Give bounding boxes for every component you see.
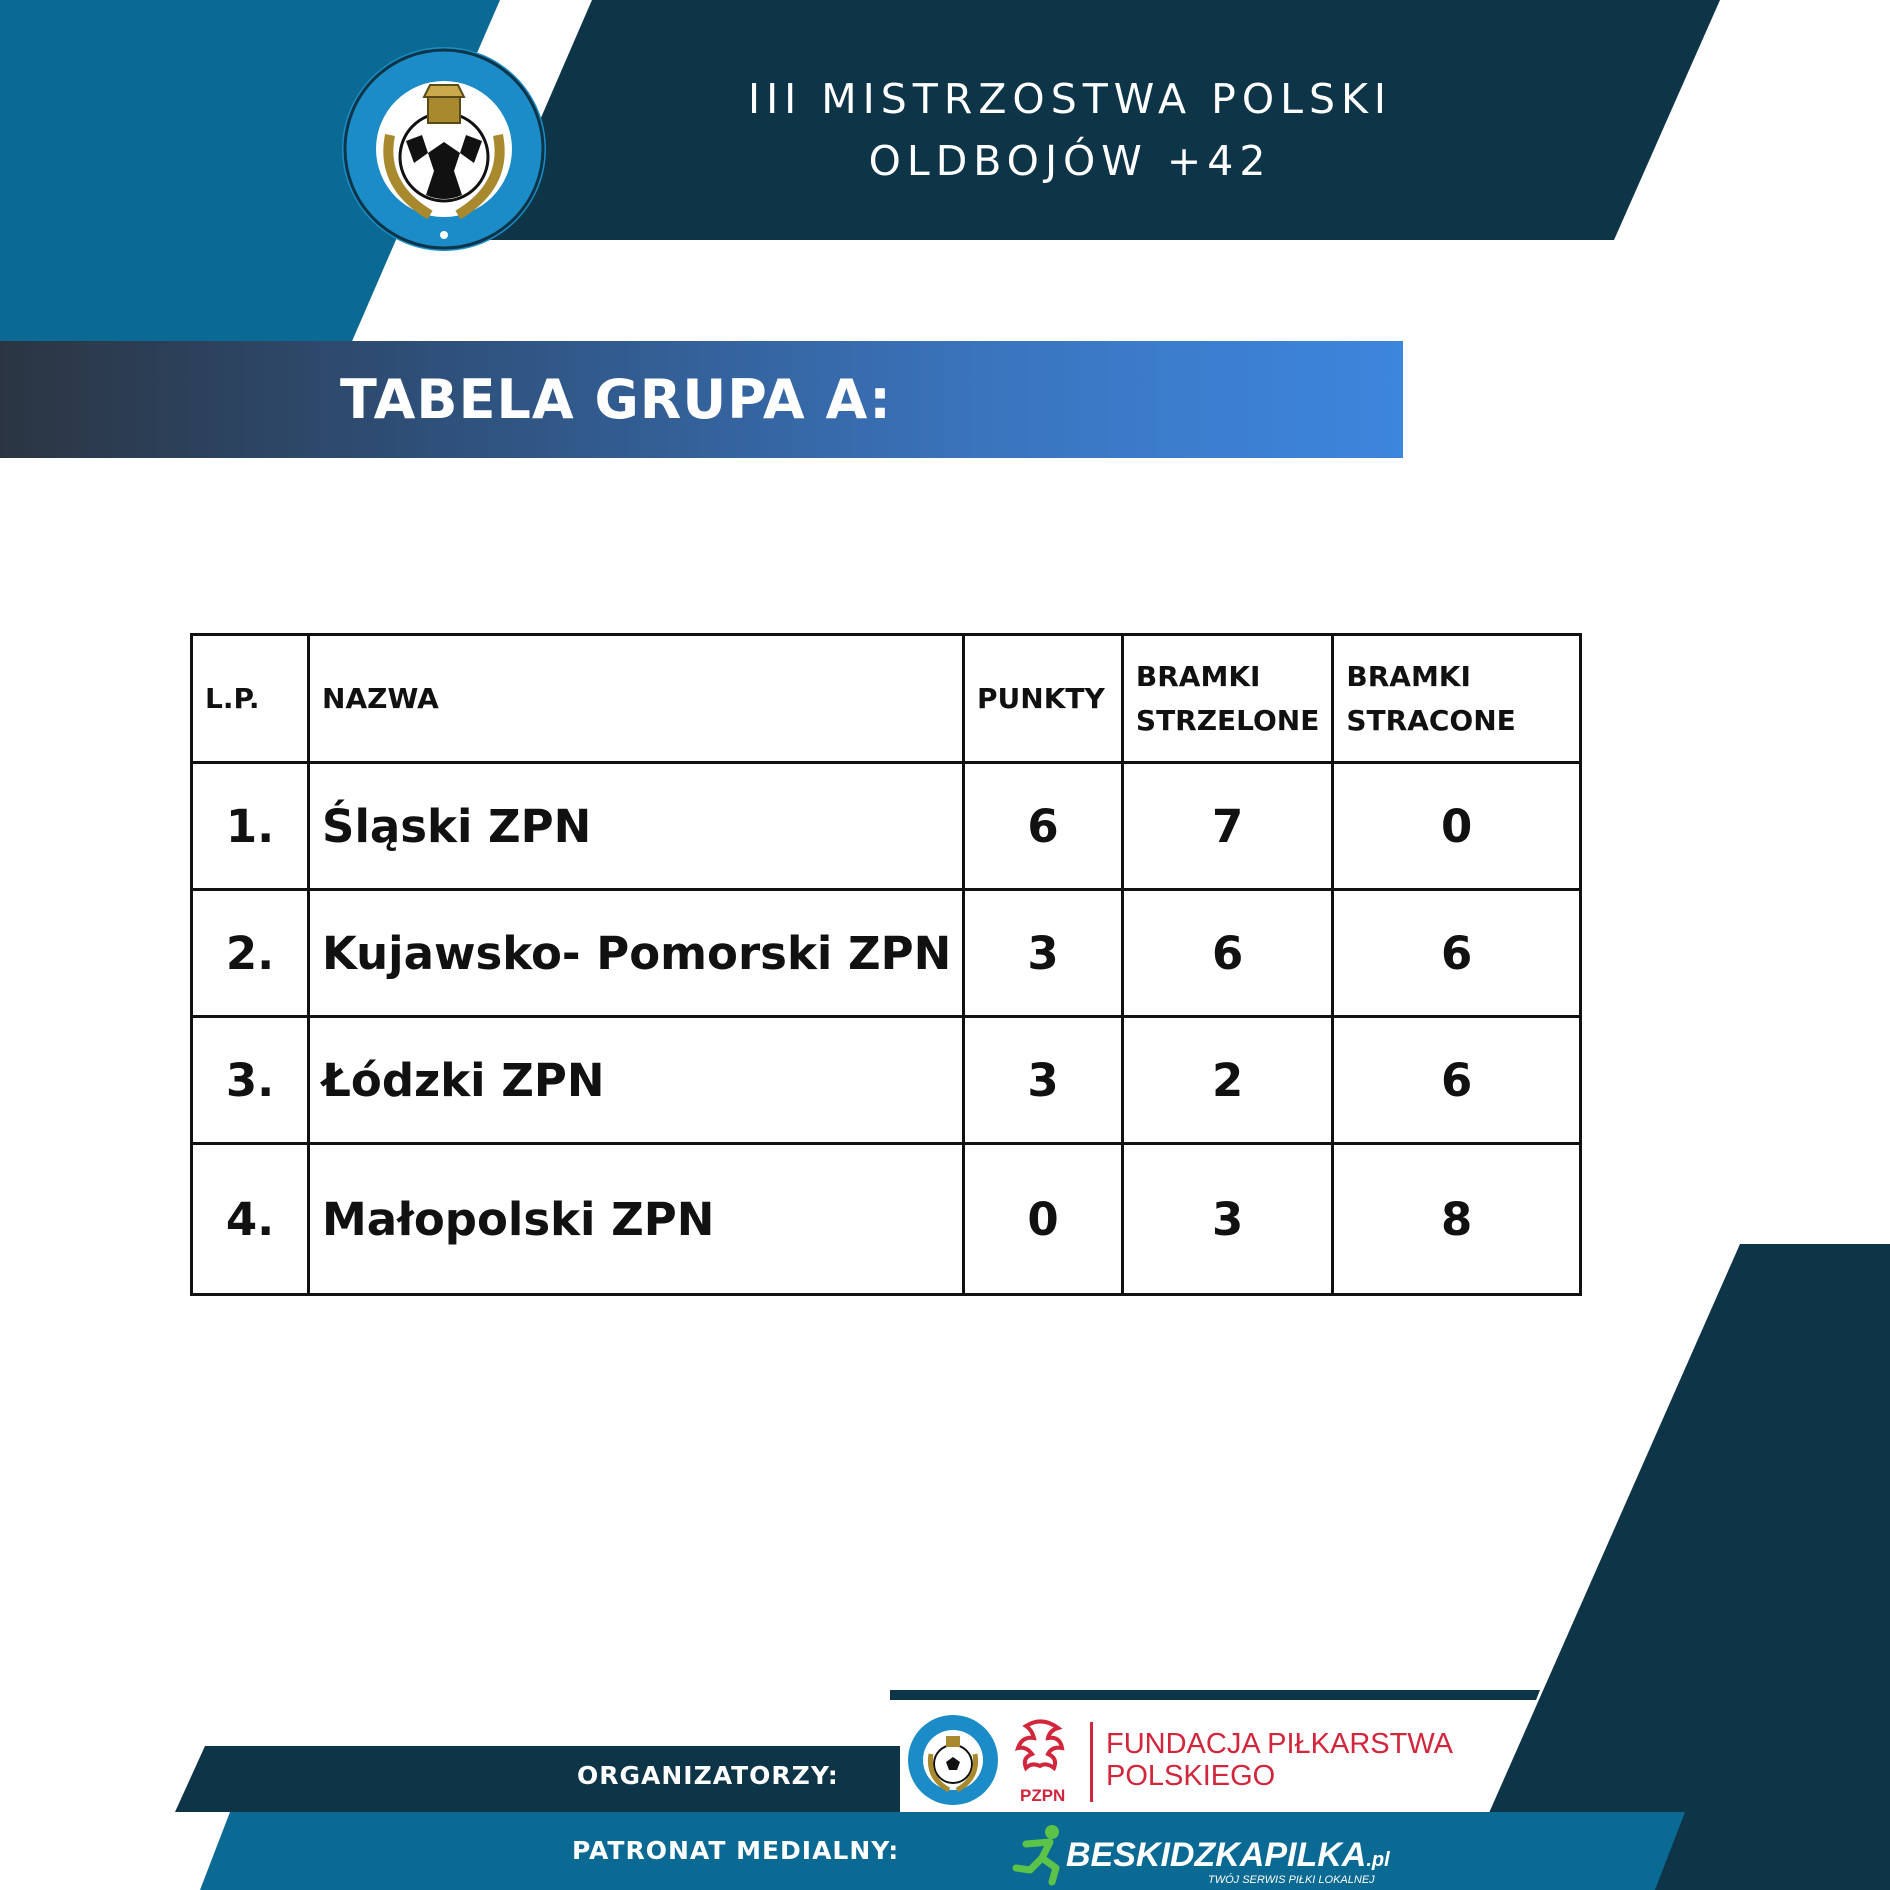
header-goals-scored-line1: BRAMKI xyxy=(1135,659,1261,693)
foundation-name xyxy=(1106,1728,1453,1792)
media-patron-label: PATRONAT MEDIALNY: xyxy=(572,1836,900,1865)
section-title: TABELA GRUPA A: xyxy=(340,368,892,431)
row-lp: 2. xyxy=(192,890,309,1017)
header-points: PUNKTY xyxy=(964,635,1123,763)
row-lp: 3. xyxy=(192,1017,309,1144)
foundation-name-line1: FUNDACJA PIŁKARSTWA xyxy=(1106,1728,1453,1760)
runner-icon xyxy=(1012,1822,1072,1886)
foundation-name-line2: POLSKIEGO xyxy=(1106,1760,1276,1792)
row-goals-conceded: 8 xyxy=(1333,1144,1581,1295)
row-goals-conceded: 6 xyxy=(1333,890,1581,1017)
media-tld: .pl xyxy=(1366,1849,1390,1871)
event-title-line2: OLDBOJÓW +42 xyxy=(868,137,1272,185)
row-goals-scored: 6 xyxy=(1122,890,1332,1017)
row-team-name: Małopolski ZPN xyxy=(309,1144,964,1295)
standings-table xyxy=(190,633,1582,1296)
table-row xyxy=(192,890,1581,1017)
header-goals-scored-line2: STRZELONE xyxy=(1135,703,1320,737)
row-goals-scored: 7 xyxy=(1122,763,1332,890)
row-team-name: Łódzki ZPN xyxy=(309,1017,964,1144)
row-points: 3 xyxy=(964,1017,1123,1144)
pzpn-label: PZPN xyxy=(1020,1786,1066,1805)
slaski-zpn-logo xyxy=(340,45,548,253)
event-title-line1: III MISTRZOSTWA POLSKI xyxy=(748,75,1392,123)
table-header-row xyxy=(192,635,1581,763)
row-points: 0 xyxy=(964,1144,1123,1295)
row-goals-scored: 3 xyxy=(1122,1144,1332,1295)
header-name: NAZWA xyxy=(309,635,964,763)
foundation-divider xyxy=(1090,1722,1093,1802)
row-lp: 4. xyxy=(192,1144,309,1295)
event-title xyxy=(560,68,1580,192)
row-goals-scored: 2 xyxy=(1122,1017,1332,1144)
row-team-name: Kujawsko- Pomorski ZPN xyxy=(309,890,964,1017)
header-lp: L.P. xyxy=(192,635,309,763)
row-goals-conceded: 6 xyxy=(1333,1017,1581,1144)
organizers-label: ORGANIZATORZY: xyxy=(577,1761,839,1790)
row-goals-conceded: 0 xyxy=(1333,763,1581,890)
slaski-zpn-small-logo xyxy=(907,1714,999,1806)
table-row xyxy=(192,763,1581,890)
header-goals-scored xyxy=(1122,635,1332,763)
media-patron-name xyxy=(1066,1836,1390,1875)
media-tagline: TWÓJ SERWIS PIŁKI LOKALNEJ xyxy=(1208,1874,1375,1886)
table-row xyxy=(192,1017,1581,1144)
row-points: 3 xyxy=(964,890,1123,1017)
row-team-name: Śląski ZPN xyxy=(309,763,964,890)
header-goals-conceded xyxy=(1333,635,1581,763)
row-points: 6 xyxy=(964,763,1123,890)
header-goals-conceded-line1: BRAMKI xyxy=(1346,659,1471,693)
media-name: BESKIDZKAPILKA xyxy=(1066,1836,1367,1874)
row-lp: 1. xyxy=(192,763,309,890)
header-goals-conceded-line2: STRACONE xyxy=(1346,703,1516,737)
table-row xyxy=(192,1144,1581,1295)
pzpn-eagle-icon xyxy=(1014,1718,1070,1786)
